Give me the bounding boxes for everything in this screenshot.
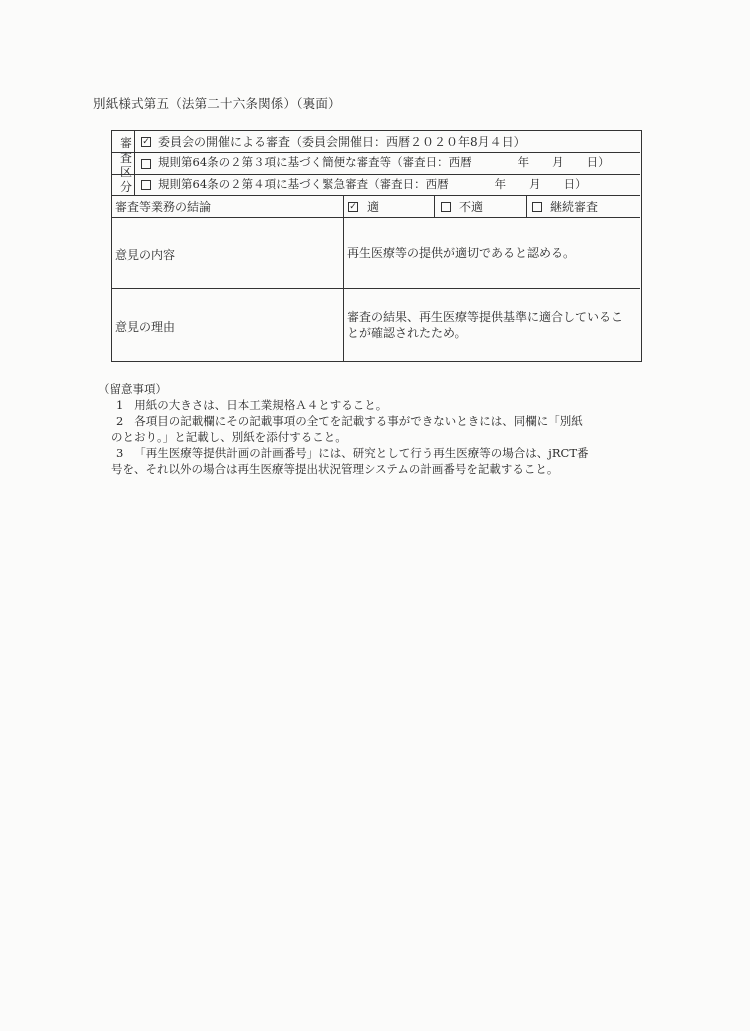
review-form-table	[111, 130, 642, 362]
note-number: 2	[116, 414, 124, 428]
note-text-continued: のとおり。」と記載し、別紙を添付すること。	[111, 430, 347, 444]
reason-value-line: とが確認されたため。	[347, 326, 467, 340]
col-divider	[526, 195, 527, 217]
review-category-char: 分	[119, 179, 132, 194]
reason-label: 意見の理由	[115, 320, 176, 334]
reject-label: 不適	[459, 200, 484, 214]
simplified-review-option: 規則第64条の２第３項に基づく簡便な審査等（審査日：西暦 年 月 日）	[158, 155, 610, 169]
col-divider	[343, 195, 344, 361]
review-category-label	[118, 136, 134, 194]
committee-review-checkbox[interactable]: ✓	[142, 137, 150, 147]
row-divider	[112, 174, 640, 175]
row-divider	[112, 217, 640, 218]
approve-checkbox[interactable]: ✓	[349, 202, 357, 212]
note-number: 1	[116, 398, 124, 412]
notes-section	[98, 381, 589, 477]
note-text: 各項目の記載欄にその記載事項の全てを記載する事ができないときには、同欄に「別紙	[134, 414, 583, 428]
continue-review-label: 継続審査	[550, 200, 599, 214]
review-category-char: 査	[119, 150, 132, 165]
row-divider	[112, 152, 640, 153]
row-divider	[112, 195, 640, 196]
note-text-continued: 号を、それ以外の場合は再生医療等提出状況管理システムの計画番号を記載すること。	[111, 462, 559, 476]
col-divider	[134, 131, 135, 195]
note-item	[98, 413, 589, 429]
note-text: 「再生医療等提供計画の計画番号」には、研究として行う再生医療等の場合は、jRCT番	[134, 446, 589, 460]
approve-label: 適	[367, 200, 380, 214]
conclusion-label: 審査等業務の結論	[115, 200, 212, 214]
opinion-value: 再生医療等の提供が適切であると認める。	[347, 246, 576, 260]
opinion-label: 意見の内容	[115, 248, 176, 262]
note-number: 3	[116, 446, 124, 460]
review-category-char: 区	[119, 165, 132, 179]
committee-review-option: 委員会の開催による審査（委員会開催日：西暦２０２０年8月４日）	[158, 135, 526, 149]
reject-checkbox[interactable]	[441, 202, 451, 212]
form-title: 別紙様式第五（法第二十六条関係）（裏面）	[93, 96, 341, 111]
col-divider	[434, 195, 435, 217]
simplified-review-checkbox[interactable]	[141, 159, 151, 169]
review-category-char: 審	[119, 136, 132, 150]
note-item	[98, 445, 589, 461]
note-text: 用紙の大きさは、日本工業規格Ａ４とすること。	[134, 398, 388, 412]
urgent-review-option: 規則第64条の２第４項に基づく緊急審査（審査日：西暦 年 月 日）	[158, 177, 587, 191]
continue-review-checkbox[interactable]	[532, 202, 542, 212]
note-item	[98, 397, 589, 413]
row-divider	[112, 288, 640, 289]
reason-value-line: 審査の結果、再生医療等提供基準に適合しているこ	[347, 310, 624, 324]
notes-heading: （留意事項）	[98, 382, 167, 396]
urgent-review-checkbox[interactable]	[141, 180, 151, 190]
